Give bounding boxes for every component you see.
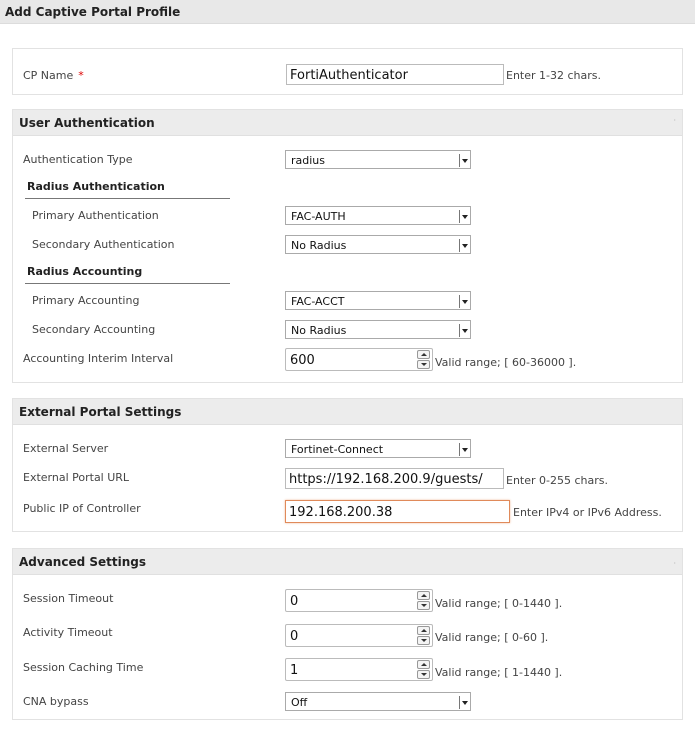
- chevron-down-icon: [459, 443, 468, 456]
- section-corner-mark: ·: [673, 116, 676, 125]
- session-caching-spinner[interactable]: 1: [285, 658, 433, 681]
- chevron-down-icon: [459, 210, 468, 223]
- activity-timeout-label: Activity Timeout: [23, 626, 113, 639]
- primary-acct-label: Primary Accounting: [32, 294, 140, 307]
- external-server-select[interactable]: Fortinet-Connect: [285, 439, 471, 458]
- chevron-down-icon: [459, 295, 468, 308]
- arrow-up-icon[interactable]: [417, 591, 430, 600]
- page-title: Add Captive Portal Profile: [5, 5, 181, 19]
- radius-auth-heading: Radius Authentication: [27, 180, 165, 193]
- public-ip-hint: Enter IPv4 or IPv6 Address.: [513, 506, 662, 519]
- chevron-down-icon: [459, 324, 468, 337]
- page-header: [0, 0, 695, 24]
- radius-auth-divider: [25, 198, 230, 199]
- session-caching-label: Session Caching Time: [23, 661, 144, 674]
- external-portal-header: [13, 399, 682, 425]
- advanced-settings-title: Advanced Settings: [19, 555, 147, 569]
- interim-interval-label: Accounting Interim Interval: [23, 352, 174, 365]
- cna-bypass-select[interactable]: Off: [285, 692, 471, 711]
- chevron-down-icon: [459, 239, 468, 252]
- cp-name-hint: Enter 1-32 chars.: [506, 69, 601, 82]
- auth-type-label: Authentication Type: [23, 153, 133, 166]
- radius-acct-divider: [25, 283, 230, 284]
- arrow-down-icon[interactable]: [417, 636, 430, 645]
- secondary-auth-label: Secondary Authentication: [32, 238, 175, 251]
- radius-acct-heading: Radius Accounting: [27, 265, 143, 278]
- primary-acct-select[interactable]: FAC-ACCT: [285, 291, 471, 310]
- external-portal-section: [12, 398, 683, 532]
- arrow-down-icon[interactable]: [417, 670, 430, 679]
- external-portal-title: External Portal Settings: [19, 405, 182, 419]
- session-timeout-spinner[interactable]: 0: [285, 589, 433, 612]
- chevron-down-icon: [459, 154, 468, 167]
- session-timeout-label: Session Timeout: [23, 592, 114, 605]
- public-ip-input[interactable]: 192.168.200.38: [285, 500, 510, 523]
- portal-url-hint: Enter 0-255 chars.: [506, 474, 608, 487]
- interim-interval-spinner[interactable]: 600: [285, 348, 433, 371]
- cp-name-label: CP Name *: [23, 69, 84, 82]
- secondary-acct-label: Secondary Accounting: [32, 323, 156, 336]
- section-corner-mark: ·: [673, 559, 676, 568]
- cp-name-input[interactable]: FortiAuthenticator: [286, 64, 504, 85]
- cna-bypass-label: CNA bypass: [23, 695, 89, 708]
- secondary-auth-select[interactable]: No Radius: [285, 235, 471, 254]
- arrow-up-icon[interactable]: [417, 350, 430, 359]
- required-mark: *: [78, 69, 84, 82]
- chevron-down-icon: [459, 696, 468, 709]
- user-authentication-section: [12, 109, 683, 383]
- activity-timeout-spinner[interactable]: 0: [285, 624, 433, 647]
- public-ip-label: Public IP of Controller: [23, 502, 141, 515]
- arrow-up-icon[interactable]: [417, 626, 430, 635]
- user-authentication-header: [13, 110, 682, 136]
- arrow-down-icon[interactable]: [417, 360, 430, 369]
- session-caching-hint: Valid range; [ 1-1440 ].: [435, 666, 563, 679]
- primary-auth-select[interactable]: FAC-AUTH: [285, 206, 471, 225]
- auth-type-select[interactable]: radius: [285, 150, 471, 169]
- primary-auth-label: Primary Authentication: [32, 209, 159, 222]
- session-timeout-hint: Valid range; [ 0-1440 ].: [435, 597, 563, 610]
- advanced-settings-section: [12, 548, 683, 720]
- activity-timeout-hint: Valid range; [ 0-60 ].: [435, 631, 549, 644]
- cp-name-section: [12, 48, 683, 95]
- interim-interval-hint: Valid range; [ 60-36000 ].: [435, 356, 577, 369]
- user-authentication-title: User Authentication: [19, 116, 155, 130]
- secondary-acct-select[interactable]: No Radius: [285, 320, 471, 339]
- arrow-down-icon[interactable]: [417, 601, 430, 610]
- portal-url-input[interactable]: https://192.168.200.9/guests/: [285, 468, 504, 489]
- portal-url-label: External Portal URL: [23, 471, 130, 484]
- advanced-settings-header: [13, 549, 682, 575]
- external-server-label: External Server: [23, 442, 109, 455]
- arrow-up-icon[interactable]: [417, 660, 430, 669]
